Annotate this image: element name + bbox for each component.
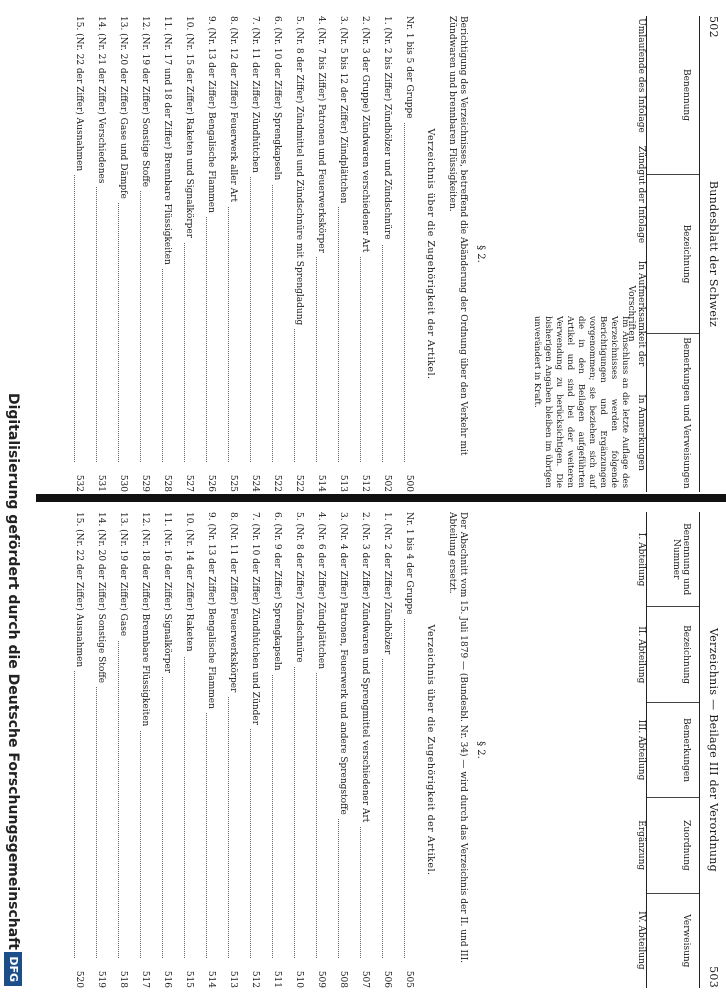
dfg-logo: DFG [4, 952, 22, 986]
entry-text: 2. (Nr. 3 der Ziffer) Zündwaren und Sprengmittel verschiedener Art [354, 512, 376, 826]
index-entry [244, 16, 266, 492]
column-subheader: In Anmerkungen [636, 394, 646, 471]
page-number: 503 [707, 966, 720, 988]
entry-page: 528 [156, 464, 178, 492]
section-intro: Berichtigung des Verzeichnisses, betreffend die Abänderung der Ordnung über den Verkehr mit Zündwaren und brennbaren Flüssigkeiten. [447, 16, 468, 456]
entry-text: 9. (Nr. 13 der Ziffer) Bengalische Flammen [200, 512, 222, 713]
entry-page: 508 [332, 960, 354, 988]
index-entry [222, 16, 244, 492]
entry-page: 524 [244, 464, 266, 492]
entry-text: 7. (Nr. 11 der Ziffer) Zündhütchen [244, 16, 266, 177]
index-entry [68, 512, 90, 988]
index-entry [156, 16, 178, 492]
entry-text: 12. (Nr. 19 der Ziffer) Sonstige Stoffe [134, 16, 156, 191]
page-number: 502 [707, 16, 720, 38]
entry-page: 516 [156, 960, 178, 988]
index-list [68, 512, 420, 988]
entry-page: 515 [178, 960, 200, 988]
column-header: Benennung und Nummer [647, 512, 699, 607]
index-entry [90, 16, 112, 492]
entry-page: 522 [266, 464, 288, 492]
entry-text: 10. (Nr. 14 der Ziffer) Raketen [178, 512, 200, 656]
index-entry [310, 512, 332, 988]
entry-text: 13. (Nr. 20 der Ziffer) Gase und Dämpfe [112, 16, 134, 203]
index-entry [376, 16, 398, 492]
entry-text: 7. (Nr. 10 der Ziffer) Zündhütchen und Zünder [244, 512, 266, 729]
column-subheaders [630, 512, 646, 988]
column-header: Bemerkungen [647, 703, 699, 798]
entry-page: 522 [288, 464, 310, 492]
entry-text: 11. (Nr. 16 der Ziffer) Signalkörper [156, 512, 178, 677]
column-subheaders [626, 16, 646, 492]
subheading: Verzeichnis über die Zugehörigkeit der Artikel. [425, 624, 436, 876]
index-entry [332, 512, 354, 988]
entry-text: 5. (Nr. 8 der Ziffer) Zündschnüre [288, 512, 310, 667]
running-title: Verzeichnis — Beilage III der Verordnung [707, 627, 720, 872]
column-subheader: Umlaufende des Infolage [636, 18, 646, 133]
index-entry [310, 16, 332, 492]
entry-page: 518 [112, 960, 134, 988]
index-entry [178, 16, 200, 492]
left-page [60, 16, 726, 492]
entry-page: 500 [398, 464, 420, 492]
entry-text: 15. (Nr. 22 der Ziffer) Ausnahmen [68, 16, 90, 175]
entry-page: 505 [398, 960, 420, 988]
running-head [706, 512, 720, 988]
entry-text: 13. (Nr. 19 der Ziffer) Gase [112, 512, 134, 640]
index-entry [354, 512, 376, 988]
entry-page: 510 [288, 960, 310, 988]
column-header: Zuordnung [647, 798, 699, 893]
index-entry [332, 16, 354, 492]
body-paragraph: Im Anschluss an die letzte Auflage des Verzeichnisses werden folgende Berichtigungen und Ergänzungen vorgenommen; sie beziehen sich auf die in den Beilagen aufgeführten Artikel und sind bei der weiteren Verwendung zu berücksichtigen. Die bisherigen Angaben bleiben im übrigen unverändert in Kraft. [532, 316, 630, 488]
section-mark: § 2. [475, 741, 486, 759]
index-list [68, 16, 420, 492]
entry-page: 512 [244, 960, 266, 988]
entry-page: 511 [266, 960, 288, 988]
entry-page: 507 [354, 960, 376, 988]
entry-page: 520 [68, 960, 90, 988]
entry-page: 512 [354, 464, 376, 492]
entry-text: Nr. 1 bis 5 der Gruppe [398, 16, 420, 123]
index-entry [288, 16, 310, 492]
entry-text: 5. (Nr. 8 der Ziffer) Zündmittel und Zündschnüre mit Sprengladung [288, 16, 310, 329]
index-entry [156, 512, 178, 988]
funding-note: Digitalisierung gefördert durch die Deutsche Forschungsgemeinschaft [5, 392, 21, 950]
entry-text: 10. (Nr. 15 der Ziffer) Raketen und Signalkörper [178, 16, 200, 242]
entry-page: 514 [200, 960, 222, 988]
index-entry [398, 512, 420, 988]
entry-text: 11. (Nr. 17 und 18 der Ziffer) Brennbare Flüssigkeiten [156, 16, 178, 269]
column-subheader: Ergänzung [636, 820, 646, 871]
entry-page: 526 [200, 464, 222, 492]
column-header: Verweisung [681, 914, 691, 968]
entry-page: 509 [310, 960, 332, 988]
entry-page: 530 [112, 464, 134, 492]
column-subheader: III. Abteilung [636, 719, 646, 781]
column-subheader: In Aufmerksamkeit der Vorschriften [626, 260, 646, 367]
entry-page: 532 [68, 464, 90, 492]
index-entry [200, 16, 222, 492]
entry-text: 4. (Nr. 7 bis Ziffer) Patronen und Feuerwerkskörper [310, 16, 332, 257]
subheading: Verzeichnis über die Zugehörigkeit der Artikel. [425, 128, 436, 380]
column-subheader: II. Abteilung [636, 626, 646, 684]
index-entry [112, 16, 134, 492]
index-entry [112, 512, 134, 988]
index-entry [200, 512, 222, 988]
entry-page: 513 [222, 960, 244, 988]
column-header: Bezeichnung [647, 175, 699, 334]
entry-page: 502 [376, 464, 398, 492]
entry-page: 527 [178, 464, 200, 492]
right-page [60, 512, 726, 988]
entry-text: 6. (Nr. 9 der Ziffer) Sprengkapseln [266, 512, 288, 675]
column-header: Benennung [647, 16, 699, 175]
entry-page: 519 [90, 960, 112, 988]
digitization-footer [0, 0, 26, 1000]
index-entry [266, 16, 288, 492]
entry-page: 514 [310, 464, 332, 492]
column-subheader: I. Abteilung [636, 532, 646, 587]
entry-page: 506 [376, 960, 398, 988]
entry-text: 4. (Nr. 6 der Ziffer) Zündplättchen [310, 512, 332, 673]
section-mark: § 2. [475, 245, 486, 263]
column-subheader: IV. Abteilung [636, 911, 646, 970]
entry-page: 525 [222, 464, 244, 492]
index-entry [398, 16, 420, 492]
section-intro: Der Abschnitt vom 15. Juli 1879 — (Bundesbl. Nr. 34) — wird durch das Verzeichnis der II. und III. Abteilung ersetzt. [447, 512, 468, 964]
column-header-table [646, 16, 700, 492]
entry-text: 14. (Nr. 21 der Ziffer) Verschiedenes [90, 16, 112, 187]
column-header: Bezeichnung [647, 607, 699, 702]
entry-text: 14. (Nr. 20 der Ziffer) Sonstige Stoffe [90, 512, 112, 687]
index-entry [90, 512, 112, 988]
index-entry [266, 512, 288, 988]
entry-text: 3. (Nr. 4 der Ziffer) Patronen, Feuerwerk und andere Sprengstoffe [332, 512, 354, 819]
index-entry [134, 16, 156, 492]
index-entry [222, 512, 244, 988]
index-entry [134, 512, 156, 988]
running-title: Bundesblatt der Schweiz [707, 180, 720, 328]
column-header: Bemerkungen und Verweisungen [681, 337, 691, 489]
entry-page: 529 [134, 464, 156, 492]
entry-page: 531 [90, 464, 112, 492]
entry-text: 12. (Nr. 18 der Ziffer) Brennbare Flüssigkeiten [134, 512, 156, 730]
column-subheader: Zündgut der Infolage [636, 145, 646, 244]
entry-text: 8. (Nr. 11 der Ziffer) Feuerwerkskörper [222, 512, 244, 696]
entry-text: Nr. 1 bis 4 der Gruppe [398, 512, 420, 619]
entry-text: 3. (Nr. 5 bis 12 der Ziffer) Zündplättchen [332, 16, 354, 207]
index-entry [244, 512, 266, 988]
entry-text: 2. (Nr. 3 der Gruppe) Zündwaren verschiedener Art [354, 16, 376, 256]
entry-text: 9. (Nr. 13 der Ziffer) Bengalische Flammen [200, 16, 222, 217]
index-entry [68, 16, 90, 492]
entry-page: 517 [134, 960, 156, 988]
page-gutter [36, 494, 726, 502]
index-entry [178, 512, 200, 988]
entry-text: 6. (Nr. 10 der Ziffer) Sprengkapseln [266, 16, 288, 184]
index-entry [288, 512, 310, 988]
running-head [706, 16, 720, 492]
entry-text: 15. (Nr. 22 der Ziffer) Ausnahmen [68, 512, 90, 671]
entry-text: 8. (Nr. 12 der Ziffer) Feuerwerk aller Art [222, 16, 244, 206]
entry-page: 513 [332, 464, 354, 492]
entry-text: 1. (Nr. 2 der Ziffer) Zündhölzer [376, 512, 398, 658]
entry-text: 1. (Nr. 2 bis Ziffer) Zündhölzer und Zündschnüre [376, 16, 398, 244]
column-header-table [646, 512, 700, 988]
index-entry [354, 16, 376, 492]
index-entry [376, 512, 398, 988]
